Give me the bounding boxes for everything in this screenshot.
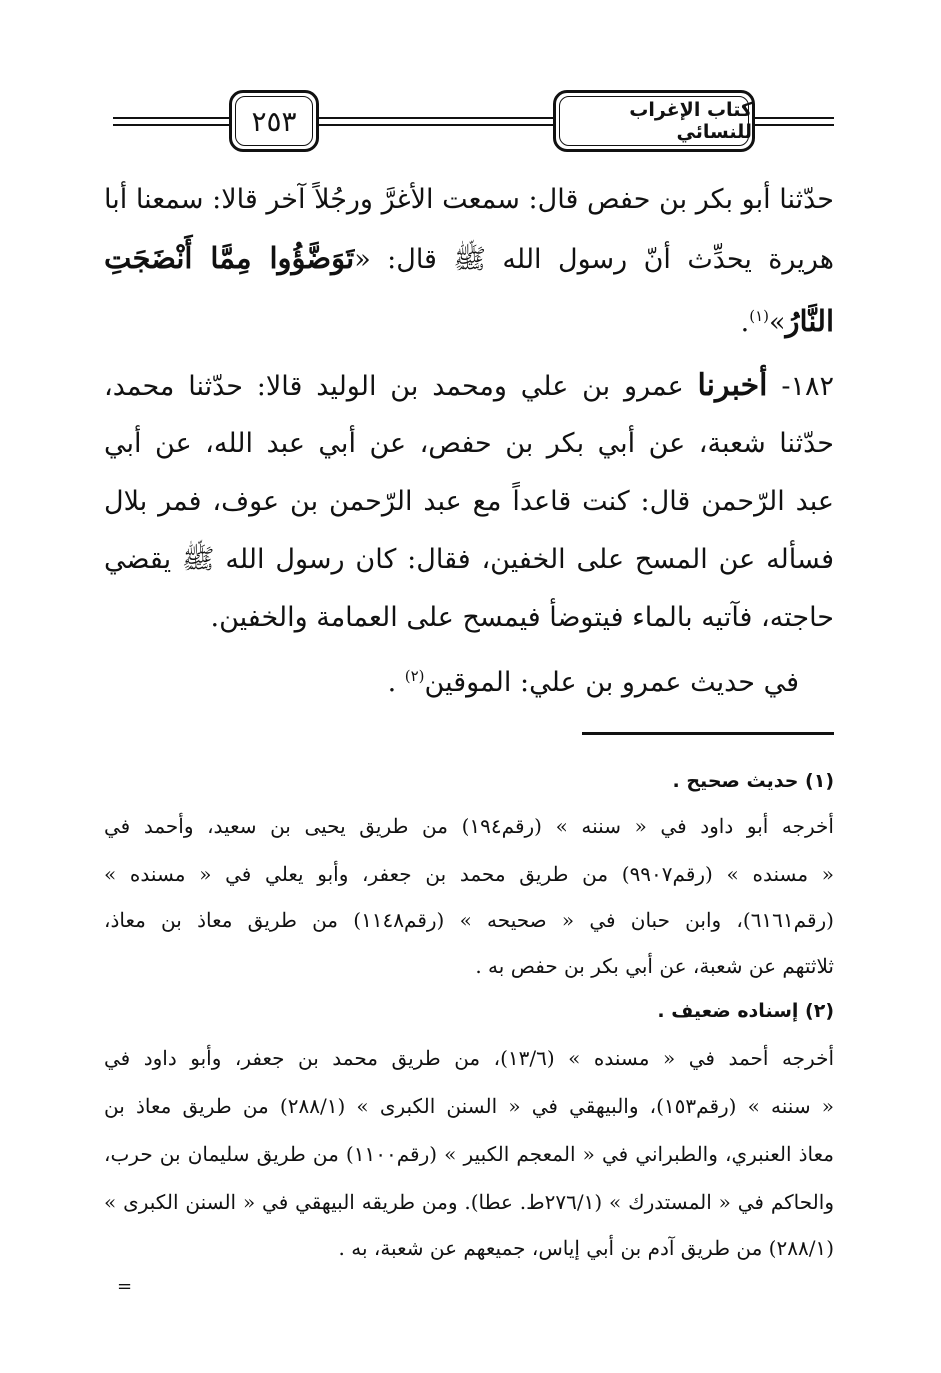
body-line-8 — [104, 598, 834, 638]
footnote-2-line-2 — [104, 1092, 834, 1120]
footnote-2-title: (٢) إسناده ضعيف . — [657, 1000, 834, 1022]
footnote-ref-2: (٢) — [404, 667, 425, 685]
body-text-9: في حديث عمرو بن علي: الموقين — [424, 667, 799, 698]
footnote-2-heading — [104, 996, 834, 1025]
header-rule-left — [113, 117, 231, 119]
header-rule-middle-2 — [318, 124, 554, 126]
page-number: ٢٥٣ — [251, 104, 297, 138]
header-rule-left-2 — [113, 124, 231, 126]
footnote-2-line-5 — [104, 1234, 834, 1262]
body-line-4 — [104, 366, 834, 407]
footnote-1-line-3 — [104, 906, 834, 934]
body-line-6 — [104, 482, 834, 522]
hadith-quote: تَوَضَّؤُوا مِمَّا أَنْضَجَتِ — [104, 241, 355, 275]
body-text-5: حدّثنا شعبة، عن أبي بكر بن حفص، عن أبي عبد الله، عن أبي — [104, 428, 834, 459]
period: . — [740, 307, 750, 338]
body-text-4: عمرو بن علي ومحمد بن الوليد قالا: حدّثنا محمد، — [104, 371, 684, 402]
quote-close: » — [768, 307, 786, 338]
footnote-1-line-2 — [104, 860, 834, 888]
fn1-text-2: « مسنده » (رقم٩٩٠٧) من طريق محمد بن جعفر، وأبو يعلي في « مسنده » — [104, 862, 834, 886]
hadith-quote-end: النَّارُ — [785, 304, 834, 338]
body-line-2 — [104, 238, 834, 280]
header-rule-middle — [318, 117, 554, 119]
body-line-5 — [104, 424, 834, 464]
book-title: كتاب الإغراب للنسائي — [629, 99, 752, 143]
body-text-6: عبد الرّحمن قال: كنت قاعداً مع عبد الرّحمن بن عوف، فمر بلال — [104, 486, 834, 517]
header-rule-right — [753, 117, 834, 119]
fn1-text-4: ثلاثتهم عن شعبة، عن أبي بكر بن حفص به . — [475, 954, 834, 978]
body-text-2: هريرة يحدِّث أنّ رسول الله ﷺ قال: « — [354, 244, 834, 275]
fn2-text-2: « سننه » (رقم١٥٣)، والبيهقي في « السنن الكبرى » (٢٨٨/١) من طريق معاذ بن — [104, 1094, 834, 1118]
body-line-9 — [104, 656, 799, 703]
fn2-text-4: والحاكم في « المستدرك » (٢٧٦/١ط. عطا). ومن طريقه البيهقي في « السنن الكبرى » — [104, 1190, 834, 1214]
footnote-1-heading — [104, 766, 834, 795]
footnote-1-line-4 — [104, 952, 834, 980]
body-line-1 — [104, 180, 834, 220]
footnote-2-line-3 — [104, 1140, 834, 1168]
fn2-text-1: أخرجه أحمد في « مسنده » (١٣/٦)، من طريق محمد بن جعفر، وأبو داود في — [104, 1046, 834, 1070]
body-line-7 — [104, 540, 834, 580]
page-number-box — [229, 90, 319, 152]
header-rule-right-2 — [753, 124, 834, 126]
footnote-ref-1: (١) — [749, 307, 769, 325]
book-title-box — [553, 90, 755, 152]
footnote-2-line-4 — [104, 1188, 834, 1216]
body-text-7: فسأله عن المسح على الخفين، فقال: كان رسول الله ﷺ يقضي — [104, 544, 834, 575]
akhbarana-keyword: أخبرنا — [697, 368, 768, 403]
fn1-text-3: (رقم٦١٦١)، وابن حبان في « صحيحه » (رقم١١٤٨) من طريق معاذ بن معاذ، — [104, 908, 834, 932]
body-text-8: حاجته، فآتيه بالماء فيتوضأ فيمسح على العمامة والخفين. — [210, 602, 834, 633]
hadith-number: ١٨٢- — [767, 371, 834, 402]
footnote-2-line-1 — [104, 1044, 834, 1072]
fn2-text-3: معاذ العنبري، والطبراني في « المعجم الكبير » (رقم١١٠٠) من طريق سليمان بن حرب، — [104, 1142, 834, 1166]
period-2: . — [387, 667, 405, 698]
footnote-1-line-1 — [104, 812, 834, 840]
continuation-marker: = — [117, 1276, 133, 1297]
body-line-3 — [104, 296, 834, 343]
footnote-separator — [582, 732, 834, 735]
body-text-1: حدّثنا أبو بكر بن حفص قال: سمعت الأغرَّ ورجُلاً آخر قالا: سمعنا أبا — [104, 184, 834, 215]
fn2-text-5: (٢٨٨/١) من طريق آدم بن أبي إياس، جميعهم عن شعبة، به . — [338, 1236, 834, 1260]
footnote-1-title: (١) حديث صحيح . — [672, 770, 834, 792]
fn1-text-1: أخرجه أبو داود في « سننه » (رقم١٩٤) من طريق يحيى بن سعيد، وأحمد في — [104, 814, 834, 838]
